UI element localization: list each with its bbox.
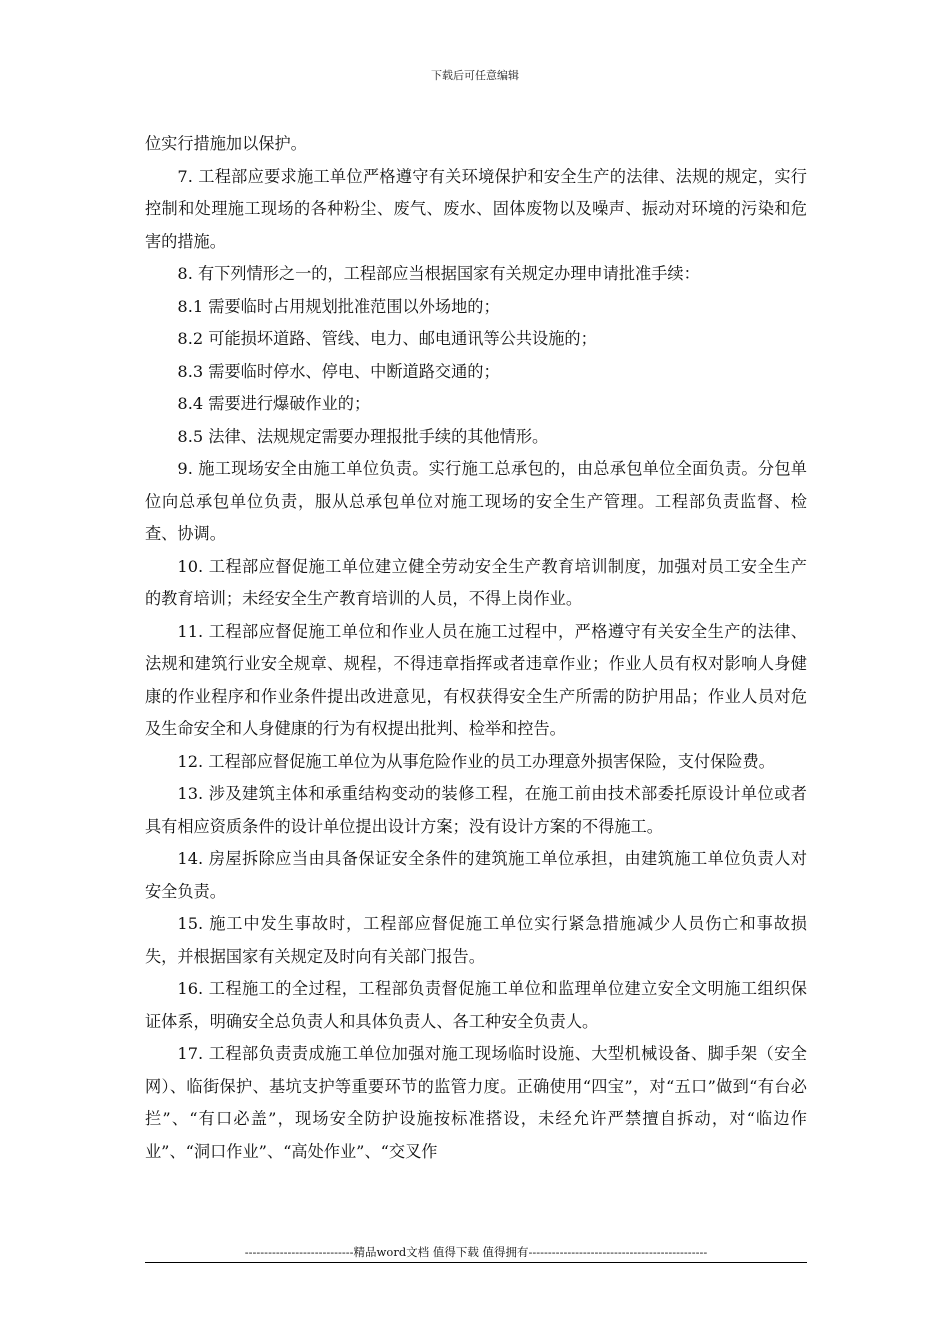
document-body bbox=[145, 128, 807, 1168]
paragraph: 8.3 需要临时停水、停电、中断道路交通的； bbox=[177, 361, 500, 381]
paragraph: 11. 工程部应督促施工单位和作业人员在施工过程中，严格遵守有关安全生产的法律、法规和建筑行业安全规章、规程，不得违章指挥或者违章作业；作业人员有权对影响人身健康的作业程序和作业条件提出改进意见，有权获得安全生产所需的防护用品；作业人员对危及生命安全和人身健康的行为有权提出批判、检举和控告。 bbox=[145, 621, 807, 738]
paragraph: 12. 工程部应督促施工单位为从事危险作业的员工办理意外损害保险，支付保险费。 bbox=[177, 751, 775, 771]
paragraph: 17. 工程部负责责成施工单位加强对施工现场临时设施、大型机械设备、脚手架（安全网）、临街保护、基坑支护等重要环节的监管力度。正确使用“四宝”，对“五口”做到“有台必拦”、“有口必盖”，现场安全防护设施按标准搭设，未经允许严禁擅自拆动，对“临边作业”、“洞口作业”、“高处作业”、“交叉作 bbox=[145, 1044, 807, 1161]
paragraph: 15. 施工中发生事故时，工程部应督促施工单位实行紧急措施减少人员伤亡和事故损失，并根据国家有关规定及时向有关部门报告。 bbox=[145, 914, 807, 966]
paragraph: 9. 施工现场安全由施工单位负责。实行施工总承包的，由总承包单位全面负责。分包单位向总承包单位负责，服从总承包单位对施工现场的安全生产管理。工程部负责监督、检查、协调。 bbox=[145, 459, 807, 543]
page-header: 下载后可任意编辑 bbox=[431, 69, 519, 82]
footer-divider bbox=[145, 1262, 807, 1263]
page-footer: ----------------------------精品word文档 值得下载 值得拥有---------------------------------------------- bbox=[244, 1245, 708, 1259]
paragraph: 8.1 需要临时占用规划批准范围以外场地的； bbox=[177, 296, 500, 316]
paragraph: 位实行措施加以保护。 bbox=[145, 134, 307, 153]
paragraph: 13. 涉及建筑主体和承重结构变动的装修工程，在施工前由技术部委托原设计单位或者具有相应资质条件的设计单位提出设计方案；没有设计方案的不得施工。 bbox=[145, 784, 807, 836]
paragraph: 8.2 可能损坏道路、管线、电力、邮电通讯等公共设施的； bbox=[177, 329, 597, 348]
paragraph: 8.4 需要进行爆破作业的； bbox=[177, 394, 371, 413]
paragraph: 14. 房屋拆除应当由具备保证安全条件的建筑施工单位承担，由建筑施工单位负责人对安全负责。 bbox=[145, 849, 807, 901]
paragraph: 16. 工程施工的全过程，工程部负责督促施工单位和监理单位建立安全文明施工组织保证体系，明确安全总负责人和具体负责人、各工种安全负责人。 bbox=[145, 979, 807, 1031]
paragraph: 7. 工程部应要求施工单位严格遵守有关环境保护和安全生产的法律、法规的规定，实行控制和处理施工现场的各种粉尘、废气、废水、固体废物以及噪声、振动对环境的污染和危害的措施。 bbox=[145, 166, 807, 251]
paragraph: 8. 有下列情形之一的，工程部应当根据国家有关规定办理申请批准手续： bbox=[177, 264, 700, 283]
paragraph: 8.5 法律、法规规定需要办理报批手续的其他情形。 bbox=[177, 426, 549, 446]
paragraph: 10. 工程部应督促施工单位建立健全劳动安全生产教育培训制度，加强对员工安全生产的教育培训；未经安全生产教育培训的人员，不得上岗作业。 bbox=[145, 556, 807, 608]
